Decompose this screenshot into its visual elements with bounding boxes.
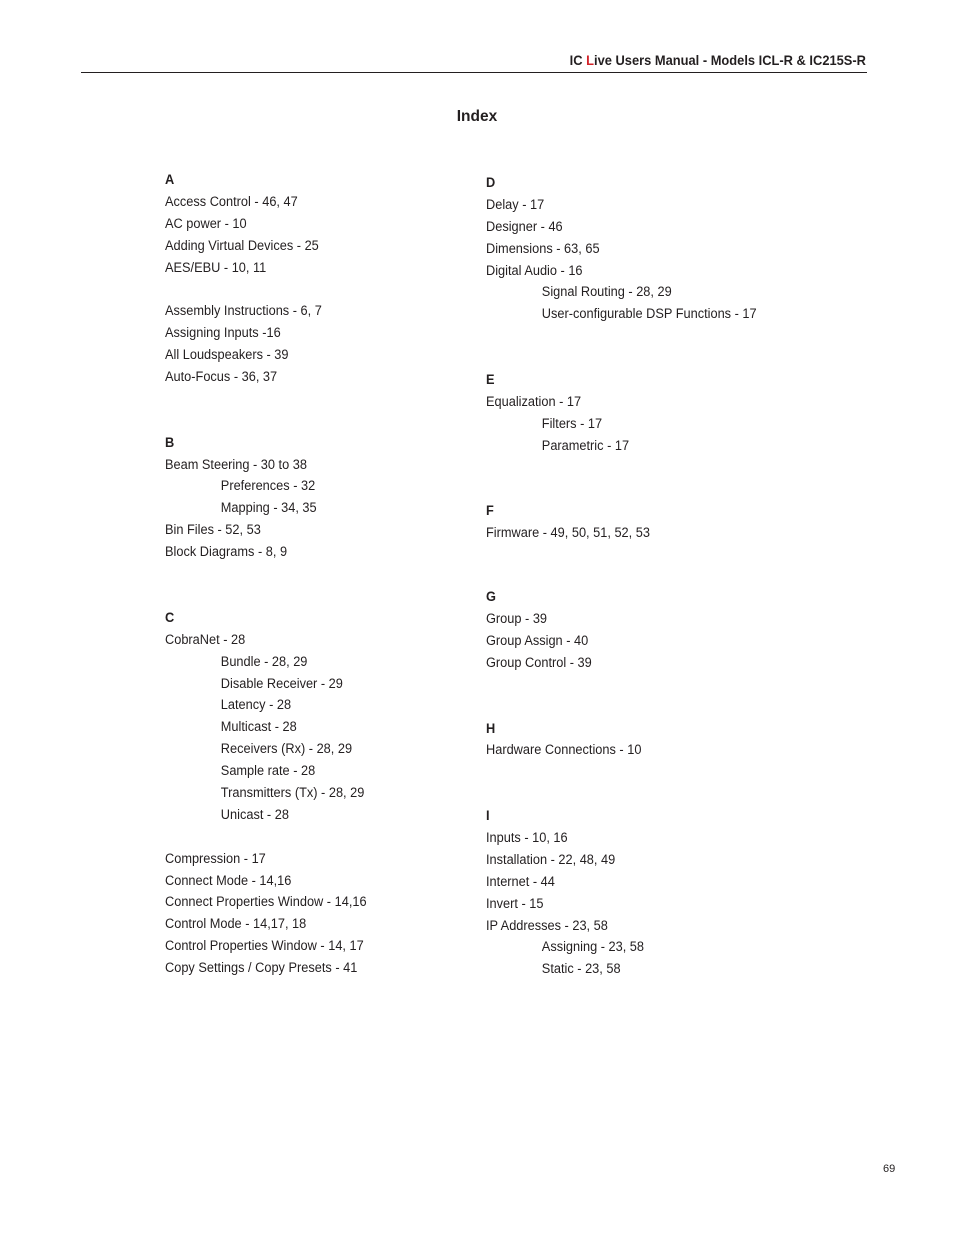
page-title: Index xyxy=(456,108,498,125)
index-subentry: Filters - 17 xyxy=(541,415,603,432)
index-entry: Group Control - 39 xyxy=(486,654,592,671)
index-letter-i: I xyxy=(486,808,490,825)
index-subentry: Parametric - 17 xyxy=(541,437,630,454)
index-subentry: Static - 23, 58 xyxy=(541,961,621,978)
index-subentry: Assigning - 23, 58 xyxy=(541,939,645,956)
index-entry: Auto-Focus - 36, 37 xyxy=(165,369,278,386)
index-entry: Group Assign - 40 xyxy=(486,632,589,649)
index-entry: Copy Settings / Copy Presets - 41 xyxy=(165,960,358,977)
index-subentry: Bundle - 28, 29 xyxy=(220,653,308,670)
index-subentry: Unicast - 28 xyxy=(220,806,289,823)
index-entry: Installation - 22, 48, 49 xyxy=(486,851,616,868)
index-entry: All Loudspeakers - 39 xyxy=(165,347,289,364)
index-entry: Connect Mode - 14,16 xyxy=(165,872,292,889)
index-entry: IP Addresses - 23, 58 xyxy=(486,917,608,934)
index-letter-d: D xyxy=(486,175,496,191)
index-entry: Assembly Instructions - 6, 7 xyxy=(165,303,322,320)
page-number: 69 xyxy=(883,1163,896,1175)
index-entry: AC power - 10 xyxy=(165,215,247,232)
index-entry: Compression - 17 xyxy=(165,850,266,867)
index-entry: Beam Steering - 30 to 38 xyxy=(165,456,307,473)
spacer xyxy=(165,564,389,608)
index-subentry: Signal Routing - 28, 29 xyxy=(541,284,672,301)
index-entry: Adding Virtual Devices - 25 xyxy=(165,237,319,254)
index-entry: Invert - 15 xyxy=(486,895,544,912)
index-entry: Group - 39 xyxy=(486,611,548,628)
index-entry: Bin Files - 52, 53 xyxy=(165,522,261,539)
header-accent-letter: L xyxy=(586,52,595,68)
spacer xyxy=(486,675,787,719)
index-entry: Hardware Connections - 10 xyxy=(486,742,642,759)
index-entry: Firmware - 49, 50, 51, 52, 53 xyxy=(486,525,650,542)
index-subentry: User-configurable DSP Functions - 17 xyxy=(541,306,757,323)
index-entry: Access Control - 46, 47 xyxy=(165,193,298,210)
index-entry: Equalization - 17 xyxy=(486,393,582,410)
index-entry: Inputs - 10, 16 xyxy=(486,830,568,846)
spacer xyxy=(486,326,787,370)
index-entry: Assigning Inputs -16 xyxy=(165,325,281,342)
index-letter-b: B xyxy=(165,434,175,451)
index-subentry: Mapping - 34, 35 xyxy=(220,500,317,517)
index-entry: Designer - 46 xyxy=(486,218,563,235)
spacer xyxy=(165,827,389,849)
index-letter-g: G xyxy=(486,589,496,606)
header-rule xyxy=(81,72,867,73)
index-letter-f: F xyxy=(486,503,494,520)
index-subentry: Multicast - 28 xyxy=(220,719,297,736)
running-header xyxy=(144,52,866,68)
spacer xyxy=(486,762,787,806)
index-subentry: Sample rate - 28 xyxy=(220,763,316,780)
index-column-left xyxy=(165,170,389,980)
index-letter-c: C xyxy=(165,609,175,626)
index-subentry: Latency - 28 xyxy=(220,697,292,714)
spacer xyxy=(165,389,389,433)
index-entry: Block Diagrams - 8, 9 xyxy=(165,544,288,561)
index-entry: AES/EBU - 10, 11 xyxy=(165,259,267,276)
index-entry: Control Properties Window - 14, 17 xyxy=(165,938,364,955)
index-entry: Dimensions - 63, 65 xyxy=(486,240,600,257)
index-entry: Digital Audio - 16 xyxy=(486,262,583,279)
index-letter-a: A xyxy=(165,172,175,188)
index-entry: CobraNet - 28 xyxy=(165,631,246,648)
spacer xyxy=(486,545,787,587)
index-subentry: Preferences - 32 xyxy=(220,478,316,495)
index-column-right xyxy=(486,173,787,981)
index-entry: Connect Properties Window - 14,16 xyxy=(165,894,367,911)
spacer xyxy=(165,279,389,301)
header-title-rest: ive Users Manual - Models ICL-R & IC215S-R xyxy=(594,52,866,68)
index-subentry: Disable Receiver - 29 xyxy=(220,675,343,692)
index-entry: Internet - 44 xyxy=(486,873,555,890)
index-subentry: Transmitters (Tx) - 28, 29 xyxy=(220,784,365,801)
header-prefix: IC xyxy=(569,52,587,68)
index-letter-h: H xyxy=(486,720,496,737)
index-entry: Control Mode - 14,17, 18 xyxy=(165,916,307,933)
index-subentry: Receivers (Rx) - 28, 29 xyxy=(220,741,353,758)
index-entry: Delay - 17 xyxy=(486,196,545,213)
spacer xyxy=(486,458,787,502)
index-letter-e: E xyxy=(486,372,495,389)
